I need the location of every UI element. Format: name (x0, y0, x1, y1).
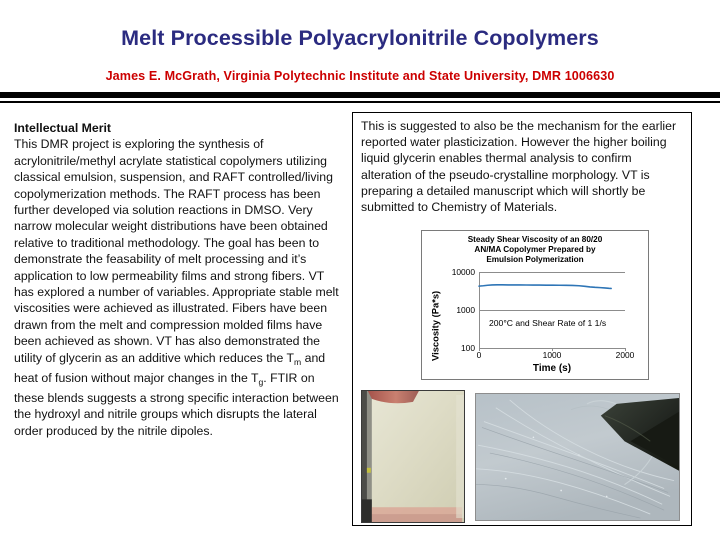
chart-ytick-1000: 1000 (456, 304, 475, 315)
chart-ytick-10000: 10000 (451, 266, 475, 277)
body-text-part3: . FTIR on these blends suggests a strong specific interaction between the hydroxyl and nitrile groups which disrupts the lateral order produced by the nitrile dipoles. (14, 370, 339, 438)
right-content-panel (352, 112, 692, 526)
chart-plot-area (451, 266, 635, 360)
chart-title (428, 235, 642, 266)
body-text-part2: and heat of fusion without major changes in the T (14, 350, 326, 385)
conclusion-paragraph: This is suggested to also be the mechanism for the earlier reported water plasticization. However the higher boiling liquid glycerin enables thermal analysis to confirm alteration of the pseudo-crystalline morphology. VT is preparing a detailed manuscript which will shortly be submitted to Chemistry of Materials. (361, 119, 677, 215)
melt-drawn-fibers-photo (475, 393, 680, 521)
subscript-tm: m (294, 356, 302, 367)
chart-annotation: 200°C and Shear Rate of 1 1/s (489, 318, 607, 328)
section-body (14, 136, 344, 439)
header-divider-thin (0, 101, 720, 103)
fibers-photo-graphic (476, 394, 679, 520)
poster-header (0, 0, 720, 92)
chart-title-line-3: Emulsion Polymerization (486, 255, 584, 265)
header-divider-thick (0, 92, 720, 98)
chart-title-line-2: AN/MA Copolymer Prepared by (474, 245, 596, 255)
subscript-tg: g (258, 376, 264, 387)
chart-ytick-100: 100 (461, 342, 475, 353)
compression-molded-film-photo (361, 390, 465, 523)
film-photo-graphic (362, 391, 464, 522)
chart-xtick-2000: 2000 (615, 350, 635, 360)
intellectual-merit-section (14, 120, 344, 439)
chart-y-axis-label: Viscosity (Pa*s) (429, 290, 441, 362)
body-text-part1: This DMR project is exploring the synthesis of acrylonitrile/methyl acrylate statistical copolymers utilizing classical emulsion, suspension, and RAFT controlled/living copolymerization methods. The RAFT process has been further developed via solution reactions in DMSO. Very narrow molecular weight distributions have been obtained relative to traditional methodology. The goal has been to demonstrate the feasability of melt processing and it’s application to low permeability films and strong fibers. VT has explored a number of variables. Appropriate stable melt viscosities were achieved as illustrated. Fibers have been drawn from the melt and compression molded films have been achieved as shown. VT has also demonstrated the utility of glycerin as an additive which reduces the T (14, 137, 339, 365)
viscosity-chart (421, 230, 649, 380)
author-affiliation-line: James E. McGrath, Virginia Polytechnic Institute and State University, DMR 1006630 (105, 69, 615, 83)
chart-title-line-1: Steady Shear Viscosity of an 80/20 (467, 235, 603, 244)
section-heading: Intellectual Merit (14, 121, 112, 135)
chart-x-axis-label: Time (s) (532, 363, 572, 374)
chart-xtick-1000: 1000 (542, 350, 562, 360)
page-title: Melt Processible Polyacrylonitrile Copolymers (121, 26, 599, 50)
chart-xtick-0: 0 (476, 350, 482, 360)
chart-data-series-line (479, 272, 625, 348)
